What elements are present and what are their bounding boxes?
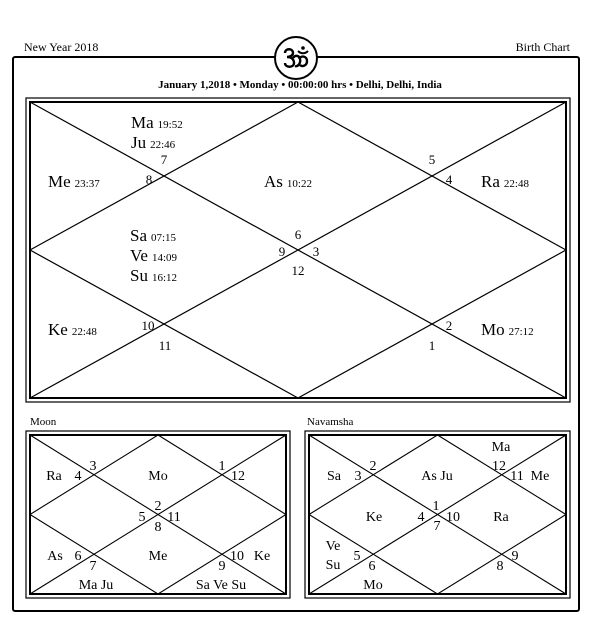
om-symbol-icon (274, 36, 318, 80)
chart-label: 7 (89, 559, 97, 574)
planet-name: Sa (130, 226, 147, 245)
chart-label: 9 (511, 549, 519, 564)
chart-label: 3 (89, 459, 97, 474)
chart-label: Sa (327, 469, 341, 484)
house-number: 5 (428, 152, 436, 167)
planet-degree: 14:09 (151, 252, 178, 264)
chart-label: As (47, 549, 63, 564)
planet-name: Su (130, 266, 148, 285)
planet-name: Ju (131, 133, 147, 152)
chart-label: Ra (46, 469, 62, 484)
navamsha-chart-label: Navamsha (307, 416, 354, 428)
planet-degree: 22:48 (71, 326, 97, 338)
chart-label: 9 (218, 559, 226, 574)
navamsha-chart (305, 431, 570, 598)
chart-label: 2 (369, 459, 377, 474)
house-number: 2 (445, 318, 453, 333)
chart-label: 4 (74, 469, 82, 484)
planet-ke (48, 320, 97, 339)
chart-label: Ke (365, 510, 383, 525)
planet-degree: 23:37 (74, 178, 100, 190)
chart-label: Ve (325, 539, 341, 554)
planet-name: Ma (131, 113, 154, 132)
moon-chart-label: Moon (30, 416, 57, 428)
chart-label: 6 (74, 549, 82, 564)
planet-degree: 10:22 (286, 178, 312, 190)
header-right-title: Birth Chart (515, 40, 570, 54)
chart-label: 1 (432, 499, 440, 514)
planet-name: As (264, 172, 283, 191)
planet-as (264, 172, 312, 191)
chart-label: 4 (417, 510, 425, 525)
chart-label: 8 (496, 559, 504, 574)
house-number: 8 (145, 172, 153, 187)
house-number: 6 (294, 227, 302, 242)
chart-label: 8 (154, 520, 162, 535)
planet-ju (131, 133, 176, 152)
chart-label: 11 (167, 510, 181, 525)
chart-subtitle: January 1,2018 • Monday • 00:00:00 hrs • Delhi, Delhi, India (158, 79, 442, 91)
house-number: 9 (278, 244, 286, 259)
house-number: 1 (428, 338, 436, 353)
planet-ve (130, 246, 178, 265)
planet-me (48, 172, 100, 191)
planet-degree: 27:12 (508, 326, 534, 338)
chart-label: Me (148, 549, 168, 564)
chart-label: 10 (446, 510, 460, 525)
planet-ra (481, 172, 529, 191)
planet-degree: 22:46 (150, 139, 176, 151)
house-number: 10 (141, 318, 155, 333)
chart-label: Sa Ve Su (195, 578, 247, 593)
planet-degree: 07:15 (151, 232, 177, 244)
planet-su (130, 266, 177, 285)
chart-label: Mo (148, 469, 168, 484)
planet-name: Ve (130, 246, 148, 265)
chart-label: As Ju (421, 469, 453, 484)
chart-label: Ra (493, 510, 509, 525)
planet-degree: 22:48 (503, 178, 529, 190)
planet-name: Me (48, 172, 71, 191)
house-number: 7 (160, 152, 168, 167)
chart-label: Mo (363, 578, 383, 593)
chart-label: 5 (138, 510, 146, 525)
chart-label: Ke (253, 549, 271, 564)
header-left-title: New Year 2018 (24, 40, 99, 54)
chart-label: Ma (491, 440, 511, 455)
moon-chart (26, 431, 290, 598)
planet-name: Ke (48, 320, 68, 339)
chart-label: 12 (231, 469, 245, 484)
chart-label: 11 (510, 469, 524, 484)
chart-label: 1 (218, 459, 226, 474)
planet-degree: 16:12 (151, 272, 178, 284)
chart-label: 6 (368, 559, 376, 574)
chart-label: Ma Ju (78, 578, 114, 593)
planet-name: Mo (481, 320, 505, 339)
chart-label: 10 (230, 549, 244, 564)
chart-label: Me (530, 469, 550, 484)
house-number: 11 (158, 338, 172, 353)
chart-label: Su (325, 558, 341, 573)
house-number: 3 (312, 244, 320, 259)
chart-label: 12 (492, 459, 506, 474)
om-glyph (281, 45, 311, 71)
planet-sa (130, 226, 177, 245)
chart-label: 7 (433, 519, 441, 534)
planet-mo (481, 320, 534, 339)
planet-name: Ra (481, 172, 500, 191)
main-chart (26, 98, 570, 402)
chart-label: 2 (154, 499, 162, 514)
chart-label: 3 (354, 469, 362, 484)
planet-ma (131, 113, 183, 132)
chart-label: 5 (353, 549, 361, 564)
house-number: 4 (445, 172, 453, 187)
planet-degree: 19:52 (157, 119, 183, 131)
house-number: 12 (291, 263, 305, 278)
